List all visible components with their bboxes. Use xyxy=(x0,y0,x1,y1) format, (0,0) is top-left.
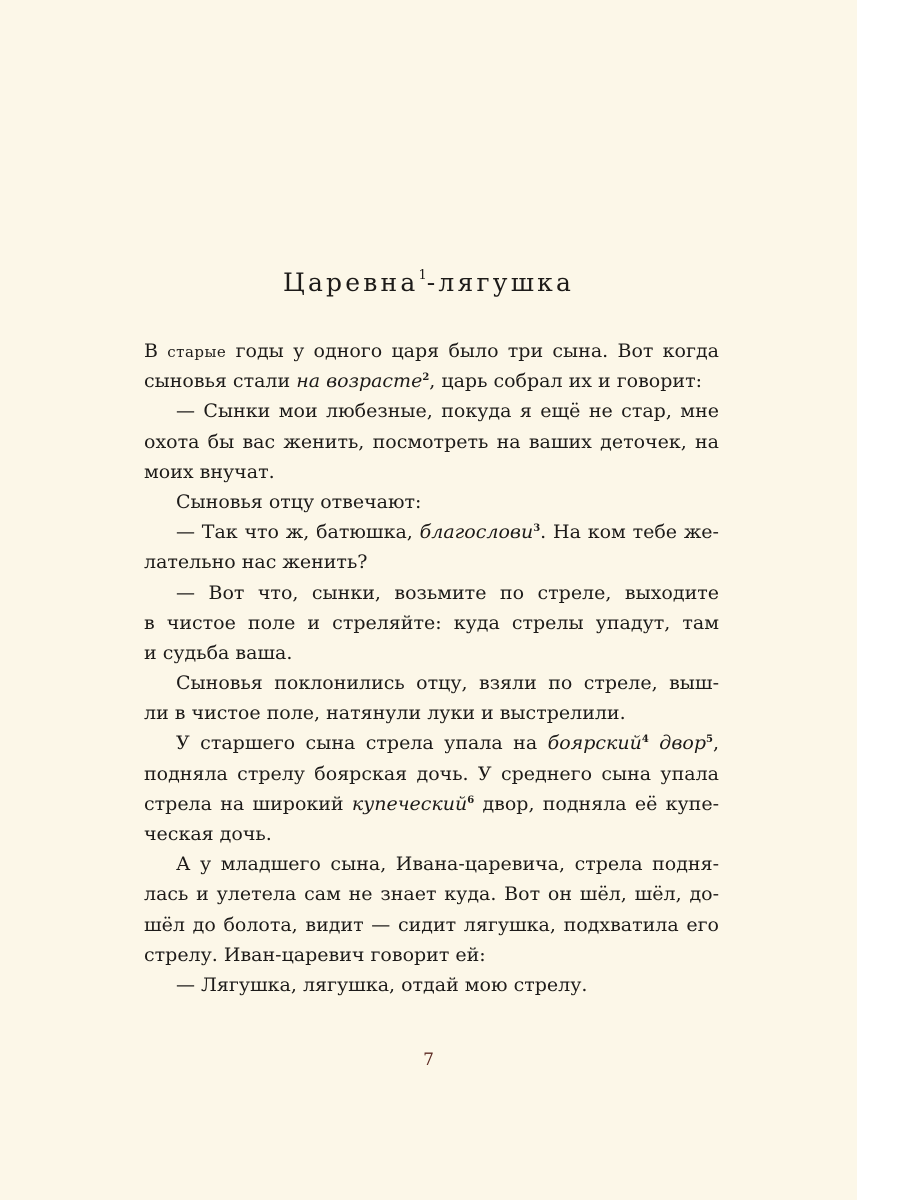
glossary-term: на возрасте xyxy=(296,370,423,393)
glossary-term: боярский xyxy=(547,732,642,755)
glossary-term: двор xyxy=(659,732,706,755)
small-caps-lead: старые xyxy=(167,343,227,361)
footnote-marker: 6 xyxy=(467,794,475,806)
text-line: и судьба ваша. xyxy=(144,641,293,664)
text-line: ческая дочь. xyxy=(144,823,272,845)
text-line: шёл до болота, видит — сидит лягушка, подхватила его xyxy=(144,913,719,936)
page-number: 7 xyxy=(423,1050,434,1070)
text-line: — Вот что, сынки, возьмите по стреле, выходите xyxy=(176,581,719,604)
text-line: ли в чистое поле, натянули луки и выстрелили. xyxy=(144,702,626,725)
text-line: стрелу. Иван-царевич говорит ей: xyxy=(144,943,486,966)
text-line: в чистое поле и стреляйте: куда стрелы упадут, там xyxy=(144,611,719,634)
chapter-title xyxy=(0,268,857,297)
text-line: лась и улетела сам не знает куда. Вот он шёл, шёл, до- xyxy=(144,883,719,906)
text-line: моих внучат. xyxy=(144,460,275,483)
chapter-title-main: Царевна xyxy=(282,268,419,297)
glossary-term: купеческий xyxy=(351,792,468,815)
text-line: лательно нас женить? xyxy=(144,551,368,574)
text-line: сыновья стали на возрасте$^2$, царь собрал их и говорит: xyxy=(144,370,702,393)
text-line: В старые годы у одного царя было три сына. Вот когда xyxy=(144,340,719,362)
text-line: А у младшего сына, Ивана-царевича, стрела подня- xyxy=(176,853,719,876)
footnote-marker: 4 xyxy=(641,734,649,746)
text-line: охота бы вас женить, посмотреть на ваших деточек, на xyxy=(144,430,719,453)
footnote-marker: 2 xyxy=(422,372,430,384)
footnote-marker: 1 xyxy=(418,268,427,283)
footnote-marker: 3 xyxy=(533,523,541,535)
text-line: Сыновья отцу отвечают: xyxy=(176,490,422,513)
text-line: — Лягушка, лягушка, отдай мою стрелу. xyxy=(176,973,588,996)
text-line: — Сынки мои любезные, покуда я ещё не стар, мне xyxy=(176,400,719,423)
text-line: подняла стрелу боярская дочь. У среднего сына упала xyxy=(144,762,719,785)
footnote-marker: 5 xyxy=(705,734,713,746)
text-line: стрела на широкий купеческий$^6$ двор, подняла её купе- xyxy=(144,792,719,815)
text-line: — Так что ж, батюшка, благослови$^3$. На ком тебе же- xyxy=(176,521,719,544)
glossary-term: благослови xyxy=(419,521,534,544)
chapter-title-suffix: -лягушка xyxy=(426,268,575,297)
text-line: У старшего сына стрела упала на боярский$^4$ двор$^5$, xyxy=(176,732,719,755)
story-text xyxy=(144,336,719,1000)
text-line: Сыновья поклонились отцу, взяли по стреле, выш- xyxy=(176,672,719,695)
